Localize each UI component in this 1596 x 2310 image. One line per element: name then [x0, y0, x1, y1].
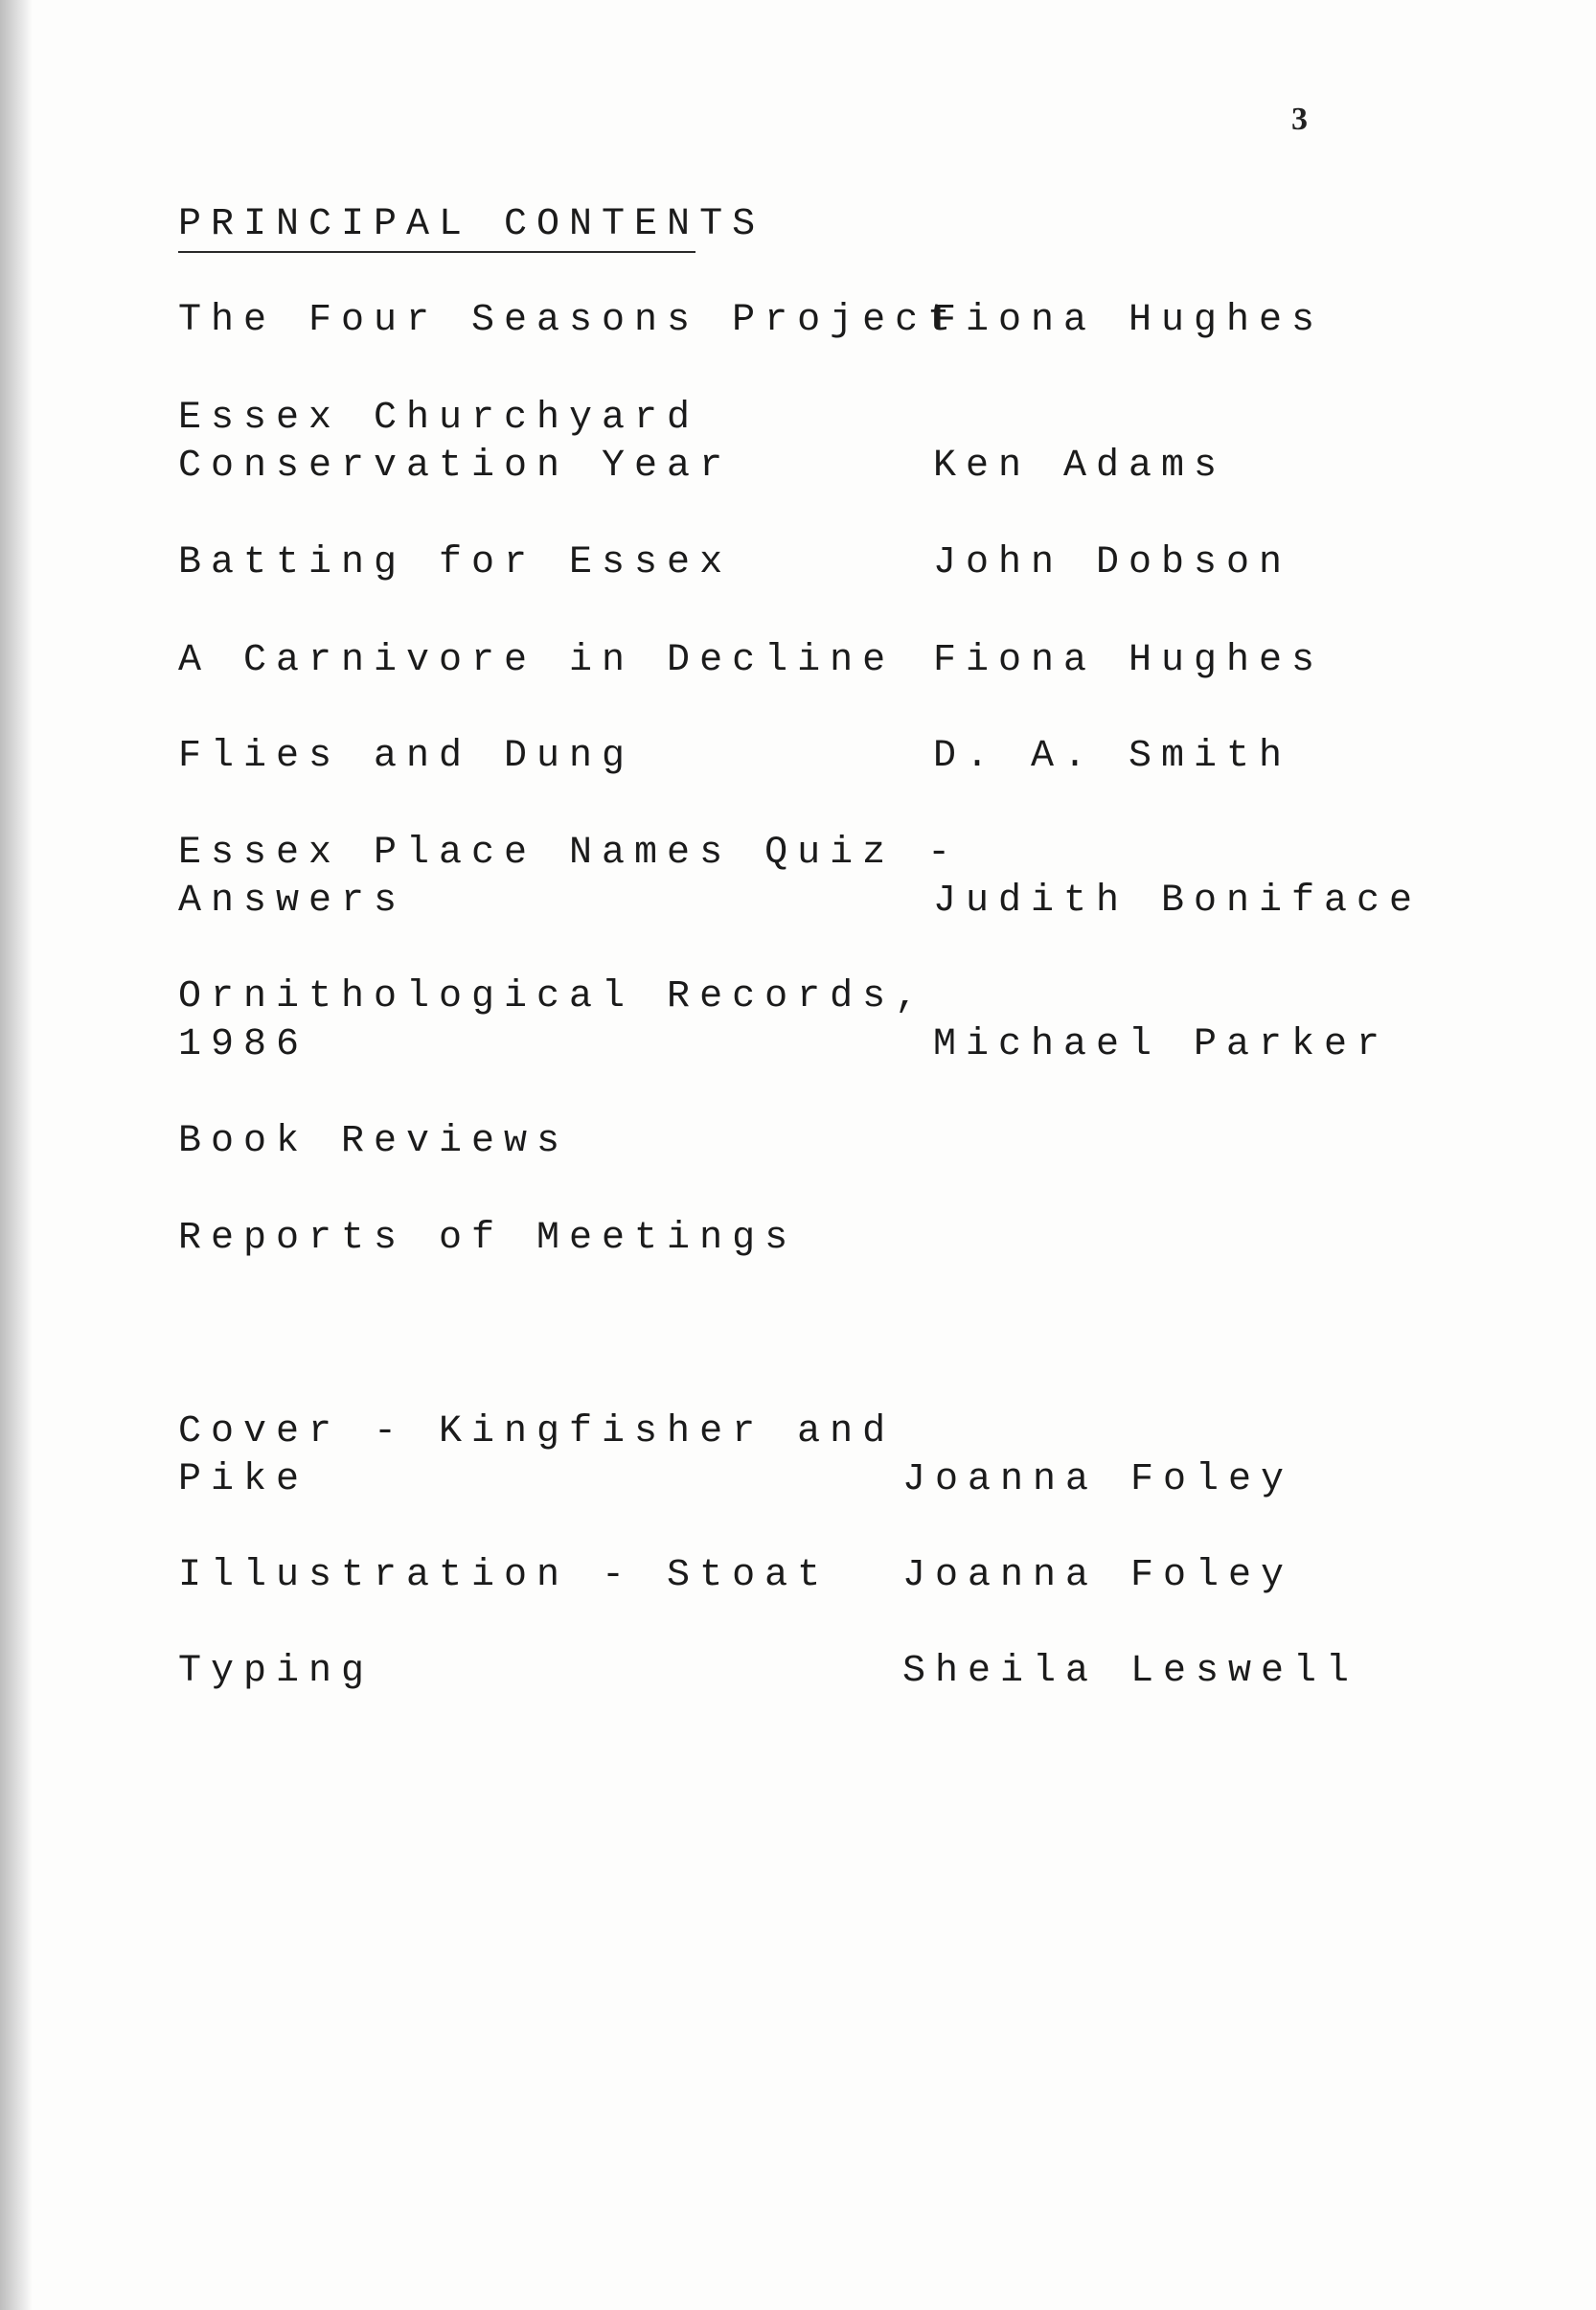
contents-entry-author: Fiona Hughes — [933, 299, 1325, 342]
contents-entry-title-continued: Conservation Year — [178, 445, 733, 488]
contents-entry-title: Flies and Dung — [178, 735, 635, 778]
page-binding-edge — [0, 0, 33, 2310]
contents-entry-title-continued: 1986 — [178, 1023, 309, 1066]
contents-entry-title-continued: Answers — [178, 880, 407, 923]
credit-entry-author: Sheila Leswell — [902, 1650, 1359, 1693]
heading-underline — [178, 251, 695, 253]
contents-entry-title: Book Reviews — [178, 1120, 570, 1163]
contents-entry-title: Ornithological Records, — [178, 975, 928, 1018]
contents-entry-title: Essex Place Names Quiz - — [178, 832, 961, 875]
contents-entry-author: John Dobson — [933, 541, 1292, 584]
contents-entry-author: Judith Boniface — [933, 880, 1423, 923]
credit-entry-title: Cover - Kingfisher and — [178, 1410, 896, 1453]
credit-entry-title: Illustration - Stoat — [178, 1554, 831, 1597]
contents-entry-title: The Four Seasons Project — [178, 299, 961, 342]
contents-entry-author: Ken Adams — [933, 445, 1227, 488]
contents-entry-title: Reports of Meetings — [178, 1217, 798, 1260]
contents-entry-title: Batting for Essex — [178, 541, 733, 584]
page-number: 3 — [1291, 102, 1308, 137]
contents-entry-title: Essex Churchyard — [178, 397, 700, 440]
credit-entry-title: Typing — [178, 1650, 375, 1693]
credit-entry-title-continued: Pike — [178, 1458, 309, 1501]
credit-entry-author: Joanna Foley — [902, 1554, 1294, 1597]
contents-entry-author: Fiona Hughes — [933, 639, 1325, 682]
contents-entry-author: D. A. Smith — [933, 735, 1292, 778]
credit-entry-author: Joanna Foley — [902, 1458, 1294, 1501]
contents-heading: PRINCIPAL CONTENTS — [178, 203, 765, 246]
contents-entry-author: Michael Parker — [933, 1023, 1390, 1066]
contents-entry-title: A Carnivore in Decline — [178, 639, 896, 682]
